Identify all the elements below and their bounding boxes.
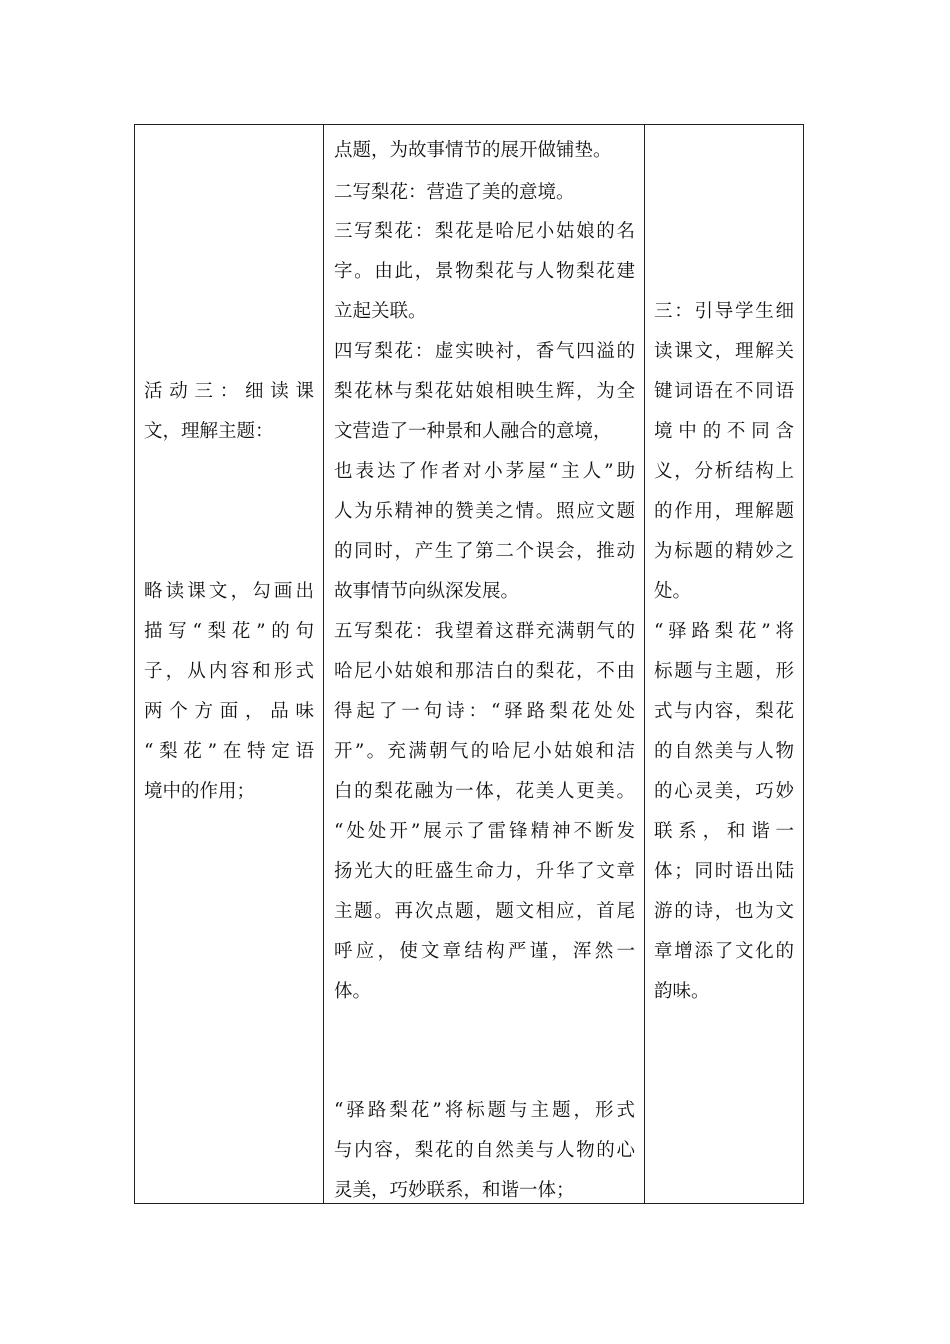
content-line-12: 故事情节向纵深发展。	[334, 581, 520, 602]
content-line-6: 四写梨花：虚实映衬，香气四溢的	[334, 341, 635, 362]
intent-line-1: 三：引导学生细	[654, 301, 794, 322]
content-line-14: 哈尼小姑娘和那洁白的梨花，不由	[334, 661, 635, 682]
content-line-16: 开”。充满朝气的哈尼小姑娘和洁	[334, 741, 635, 762]
intent-line-12: 的自然美与人物	[654, 741, 794, 762]
content-line-8: 文营造了一种景和人融合的意境，	[334, 421, 612, 442]
intent-line-15: 体；同时语出陆	[654, 861, 794, 882]
content-line-3: 三写梨花：梨花是哈尼小姑娘的名	[334, 221, 635, 242]
intent-line-11: 式与内容，梨花	[654, 701, 794, 722]
intent-line-13: 的心灵美，巧妙	[654, 781, 794, 802]
intent-line-14: 联系，和谐一	[654, 821, 794, 842]
content-line-20: 主题。再次点题，题文相应，首尾	[334, 901, 635, 922]
intent-cell	[644, 125, 803, 1203]
content-line-22: 体。	[334, 981, 372, 1002]
content-line-1: 点题，为故事情节的展开做铺垫。	[334, 140, 612, 161]
summary-line-1: “驿路梨花”将标题与主题，形式	[334, 1100, 635, 1121]
content-line-18: “处处开”展示了雷锋精神不断发	[334, 821, 635, 842]
lesson-plan-table	[134, 124, 804, 1204]
activity-task-line-6: 境中的作用；	[144, 781, 256, 802]
activity-task-line-1: 略读课文，勾画出	[144, 581, 314, 602]
intent-line-3: 键词语在不同语	[654, 381, 794, 402]
content-line-5: 立起关联。	[334, 301, 427, 322]
content-line-15: 得起了一句诗：“驿路梨花处处	[334, 701, 635, 722]
intent-line-9: “驿路梨花”将	[654, 621, 794, 642]
content-line-4: 字。由此，景物梨花与人物梨花建	[334, 261, 635, 282]
content-line-13: 五写梨花：我望着这群充满朝气的	[334, 621, 635, 642]
activity-task-line-4: 两个方面，品味	[144, 701, 314, 722]
summary-line-2: 与内容，梨花的自然美与人物的心	[334, 1140, 635, 1161]
content-line-9: 也表达了作者对小茅屋“主人”助	[334, 461, 635, 482]
activity-task-line-2: 描写“梨花”的句	[144, 621, 314, 642]
intent-line-10: 标题与主题，形	[654, 661, 794, 682]
summary-line-3: 灵美，巧妙联系，和谐一体；	[334, 1180, 575, 1201]
activity-title-line-2: 文，理解主题：	[144, 421, 274, 442]
content-cell	[323, 125, 644, 1203]
content-line-10: 人为乐精神的赞美之情。照应文题	[334, 501, 635, 522]
intent-line-18: 韵味。	[654, 981, 710, 1002]
content-line-11: 的同时，产生了第二个误会，推动	[334, 541, 635, 562]
activity-task-line-5: “梨花”在特定语	[144, 741, 314, 762]
content-line-17: 白的梨花融为一体，花美人更美。	[334, 781, 635, 802]
activity-task-line-3: 子，从内容和形式	[144, 661, 314, 682]
intent-line-5: 义，分析结构上	[654, 461, 794, 482]
activity-title-line-1: 活动三：细读课	[144, 381, 314, 402]
intent-line-2: 读课文，理解关	[654, 341, 794, 362]
content-line-21: 呼应，使文章结构严谨，浑然一	[334, 941, 635, 962]
intent-line-17: 章增添了文化的	[654, 941, 794, 962]
intent-line-4: 境中的不同含	[654, 421, 794, 442]
content-line-7: 梨花林与梨花姑娘相映生辉，为全	[334, 381, 635, 402]
content-line-19: 扬光大的旺盛生命力，升华了文章	[334, 861, 635, 882]
intent-line-16: 游的诗，也为文	[654, 901, 794, 922]
activity-cell	[135, 125, 323, 1203]
intent-line-6: 的作用，理解题	[654, 501, 794, 522]
intent-line-8: 处。	[654, 581, 692, 602]
intent-line-7: 为标题的精妙之	[654, 541, 794, 562]
content-line-2: 二写梨花：营造了美的意境。	[334, 182, 575, 203]
